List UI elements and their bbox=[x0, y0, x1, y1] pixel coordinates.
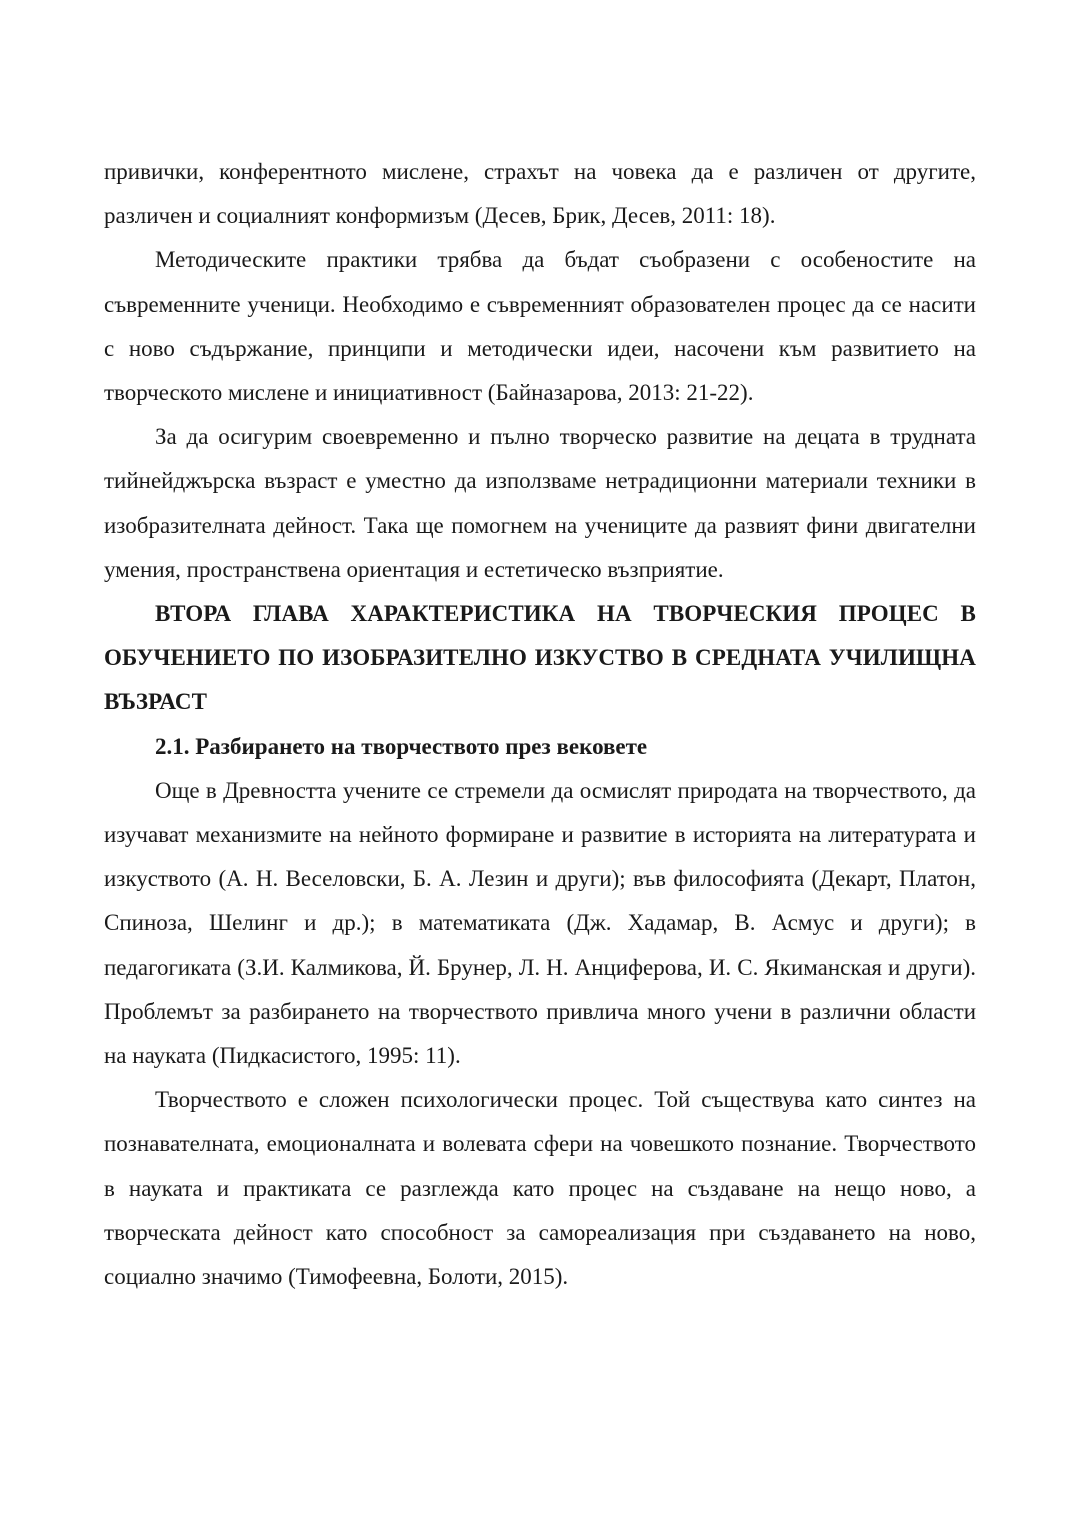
paragraph-methodical-practices: Методическите практики трябва да бъдат съобразени с особеностите на съвременните ученици. Необходимо е съвременният образователен процес да се насити с ново съдържание, принципи и методически идеи, насочени към развитието на творческото мислене и инициативност (Байназарова, 2013: 21-22). bbox=[104, 247, 976, 406]
section-heading: 2.1. Разбирането на творчеството през вековете bbox=[155, 733, 648, 759]
paragraph-antiquity: Още в Древността учените се стремели да осмислят природата на творчеството, да изучават механизмите на нейното формиране и развитие в историята на литературата и изкуството (А. Н. Веселовски, Б. А. Лезин и други); във философията (Декарт, Платон, Спиноза, Шелинг и др.); в математиката (Дж. Хадамар, В. Асмус и други); в педагогиката (З.И. Калмикова, Й. Брунер, Л. Н. Анциферова, И. С. Якиманская и други). Проблемът за разбирането на творчеството привлича много учени в различни области на науката (Пидкасистого, 1995: 11). bbox=[104, 777, 976, 1069]
paragraph-continuation: привички, конферентното мислене, страхът на човека да е различен от другите, различен и социалният конформизъм (Десев, Брик, Десев, 2011: 18). bbox=[104, 159, 976, 229]
paragraph-creative-development: За да осигурим своевременно и пълно творческо развитие на децата в трудната тийнейджърска възраст е уместно да използваме нетрадиционни материали техники в изобразителната дейност. Така ще помогнем на учениците да развият фини двигателни умения, пространствена ориентация и естетическо възприятие. bbox=[104, 424, 976, 582]
chapter-heading: ВТОРА ГЛАВА ХАРАКТЕРИСТИКА НА ТВОРЧЕСКИЯ ПРОЦЕС В ОБУЧЕНИЕТО ПО ИЗОБРАЗИТЕЛНО ИЗКУСТВО В СРЕДНАТА УЧИЛИЩНА ВЪЗРАСТ bbox=[104, 601, 976, 715]
document-body bbox=[104, 150, 976, 1299]
paragraph-creativity-process: Творчеството е сложен психологически процес. Той съществува като синтез на познавателната, емоционалната и волевата сфери на човешкото познание. Творчеството в науката и практиката се разглежда като процес на създаване на нещо ново, а творческата дейност като способност за самореализация при създаването на ново, социално значимо (Тимофеевна, Болоти, 2015). bbox=[104, 1087, 976, 1290]
